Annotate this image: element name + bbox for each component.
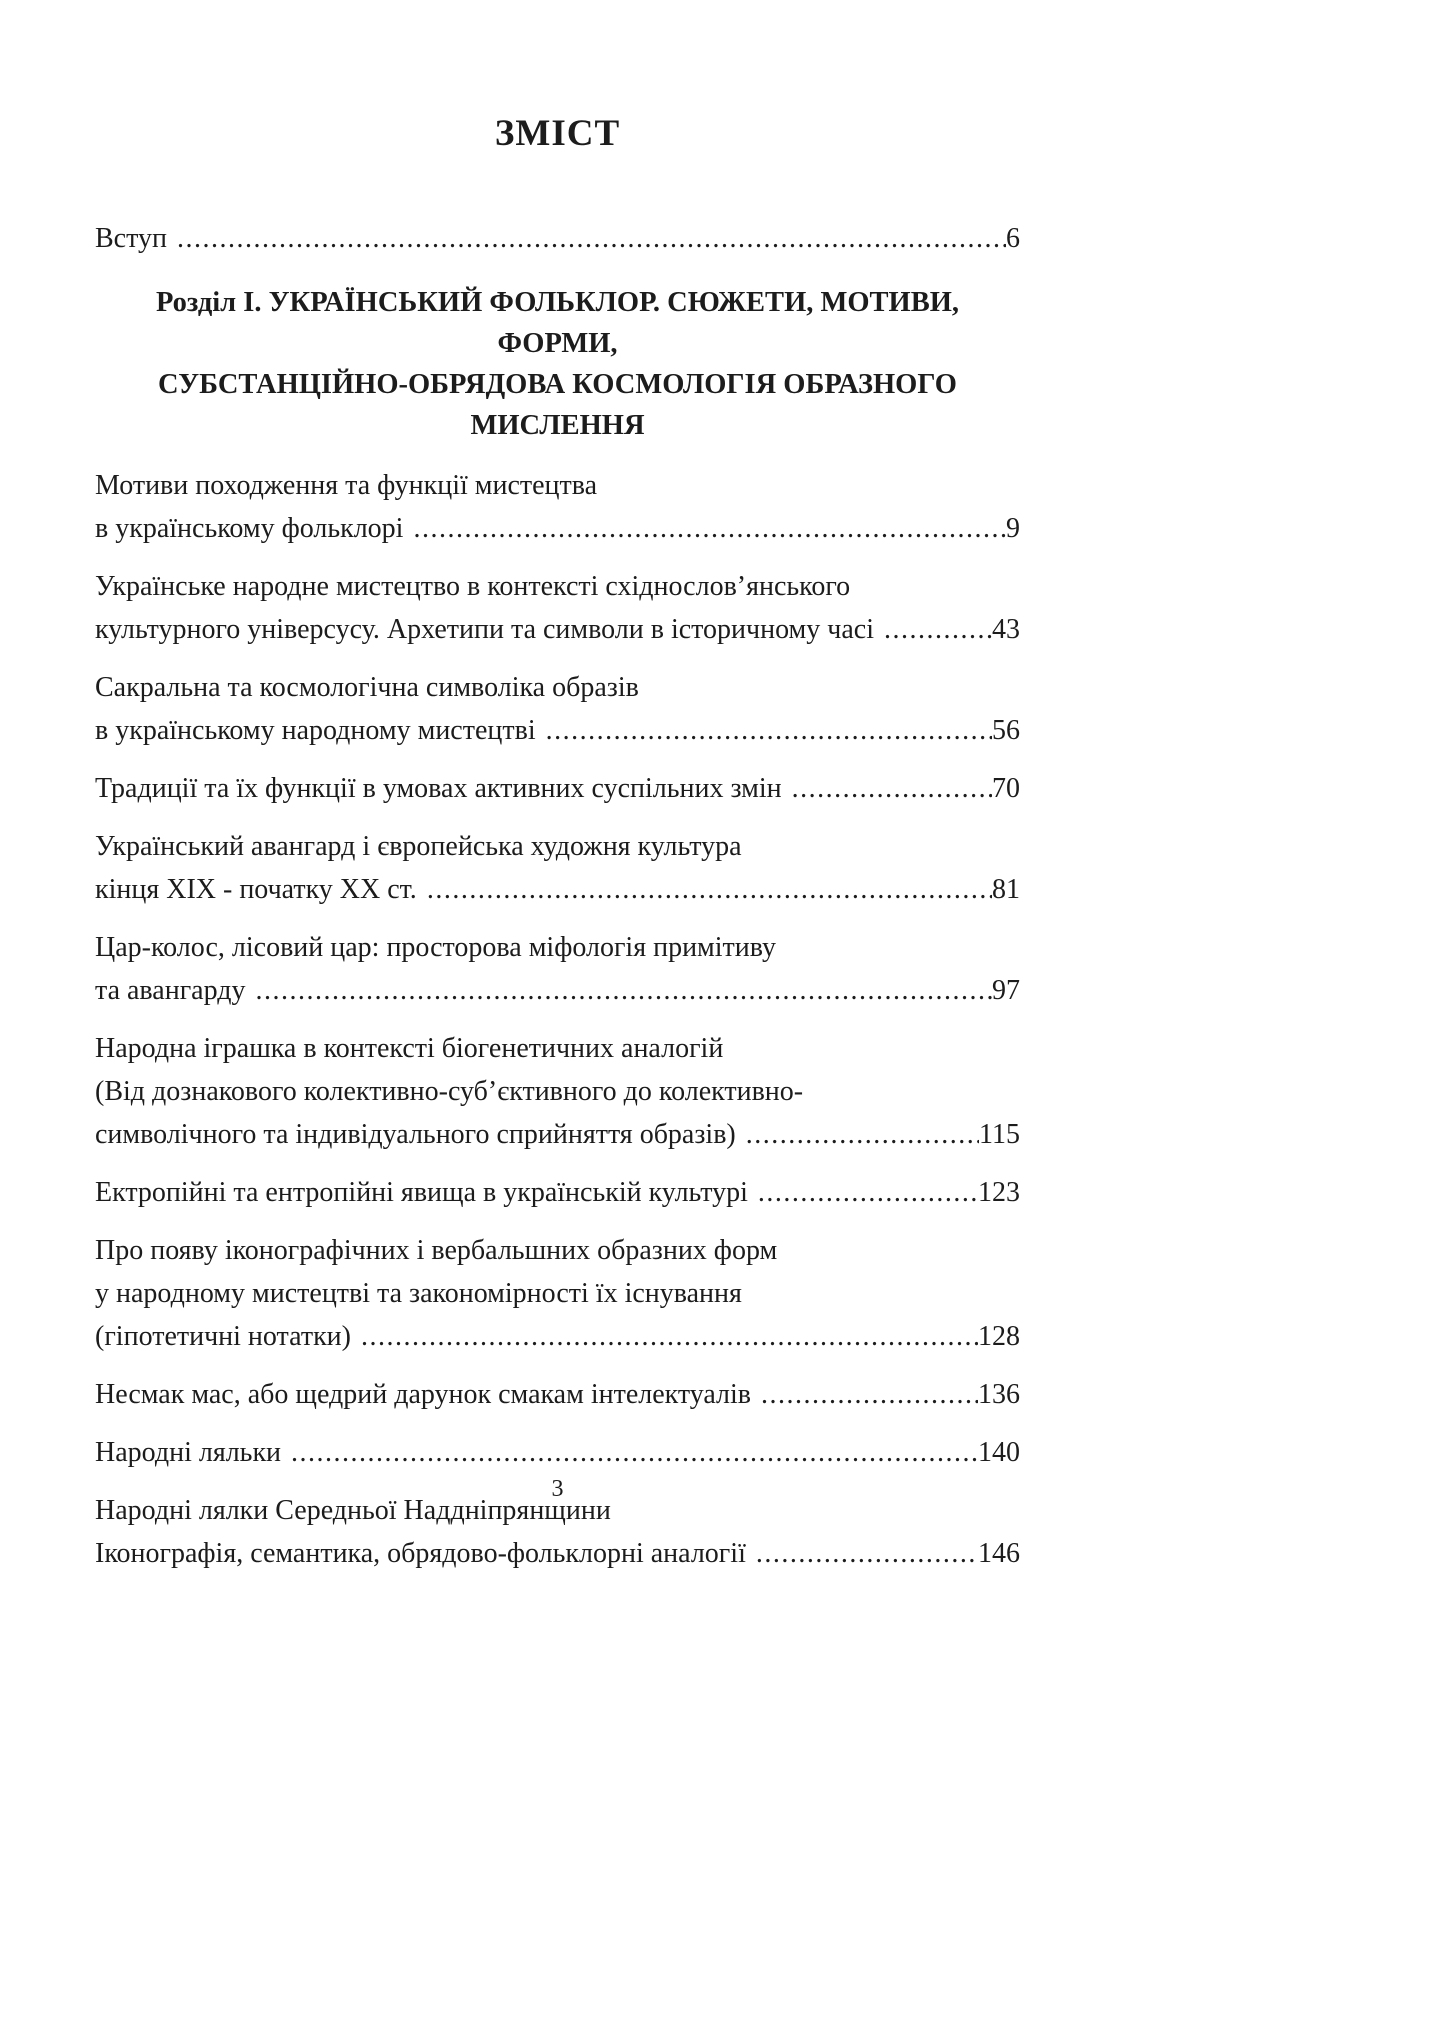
toc-entries <box>95 464 1020 1575</box>
toc-entry-line: (Від дознакового колективно-суб’єктивного до колективно- <box>95 1076 804 1107</box>
toc-entry-title: Несмак мас, або щедрий дарунок смакам інтелектуалів <box>95 1379 752 1410</box>
toc-entry <box>95 926 1020 1012</box>
toc-entry-line: Українське народне мистецтво в контексті східнослов’янського <box>95 571 851 602</box>
toc-entry-title: в українському народному мистецтві <box>95 715 536 746</box>
toc-entry-page: 115 <box>979 1119 1020 1150</box>
toc-entry-title: Вступ <box>95 223 167 254</box>
footer-page-number: 3 <box>551 1476 564 1502</box>
toc-entry-page: 123 <box>978 1177 1020 1208</box>
dot-leader <box>177 217 1006 260</box>
toc-entry-title: кінця XIX - початку XX ст. <box>95 874 417 905</box>
section-heading-line2: СУБСТАНЦІЙНО-ОБРЯДОВА КОСМОЛОГІЯ ОБРАЗНОГО МИСЛЕННЯ <box>158 369 957 441</box>
toc-entry-line: Народні лялки Середньої Наддніпрянщини <box>95 1495 611 1526</box>
dot-leader <box>546 709 992 752</box>
toc-entry-title: Іконографія, семантика, обрядово-фольклорні аналогії <box>95 1538 746 1569</box>
dot-leader <box>361 1315 978 1358</box>
toc-entry-title: (гіпотетичні нотатки) <box>95 1321 351 1352</box>
toc-entry <box>95 565 1020 651</box>
dot-leader <box>761 1373 978 1416</box>
toc-entry-line: Про появу іконографічних і вербальшних образних форм <box>95 1235 778 1266</box>
toc-entry <box>95 1171 1020 1214</box>
toc-entry-page: 9 <box>1006 513 1020 544</box>
toc-entry-row <box>95 1373 1020 1416</box>
dot-leader <box>756 1532 978 1575</box>
page-title: ЗМІСТ <box>494 113 621 154</box>
toc-entry-page: 6 <box>1006 223 1020 254</box>
toc-entry-title: та авангарду <box>95 975 246 1006</box>
toc-entry-line: у народному мистецтві та закономірності їх існування <box>95 1278 742 1309</box>
section-heading <box>95 282 1020 446</box>
toc-content <box>95 0 1020 1575</box>
toc-entry-page: 81 <box>992 874 1020 905</box>
toc-entry-line: Народна іграшка в контексті біогенетичних аналогій <box>95 1033 724 1064</box>
toc-entry <box>95 1027 1020 1156</box>
toc-entry-page: 97 <box>992 975 1020 1006</box>
toc-entry-page: 43 <box>992 614 1020 645</box>
dot-leader <box>256 969 993 1012</box>
dot-leader <box>413 507 1006 550</box>
toc-entry-page: 128 <box>978 1321 1020 1352</box>
toc-entry-row <box>95 608 1020 651</box>
toc-intro-entry <box>95 217 1020 260</box>
toc-entry <box>95 767 1020 810</box>
toc-entry-row <box>95 1113 1020 1156</box>
dot-leader <box>884 608 992 651</box>
toc-entry-line: Український авангард і європейська художня культура <box>95 831 742 862</box>
toc-entry-title: Ектропійні та ентропійні явища в українській культурі <box>95 1177 748 1208</box>
toc-entry-row <box>95 969 1020 1012</box>
toc-entry <box>95 666 1020 752</box>
dot-leader <box>291 1431 978 1474</box>
toc-entry <box>95 1373 1020 1416</box>
toc-entry-row <box>95 709 1020 752</box>
toc-entry-title: символічного та індивідуального сприйняття образів) <box>95 1119 736 1150</box>
toc-entry-title: Традиції та їх функції в умовах активних суспільних змін <box>95 773 782 804</box>
dot-leader <box>427 868 992 911</box>
dot-leader <box>758 1171 978 1214</box>
toc-entry-row <box>95 1171 1020 1214</box>
toc-entry <box>95 1229 1020 1358</box>
toc-entry-line: Сакральна та космологічна символіка образів <box>95 672 639 703</box>
toc-entry-row <box>95 1532 1020 1575</box>
toc-entry-page: 146 <box>978 1538 1020 1569</box>
dot-leader <box>746 1113 979 1156</box>
toc-entry-title: в українському фольклорі <box>95 513 404 544</box>
toc-entry-line: Цар-колос, лісовий цар: просторова міфологія примітиву <box>95 932 777 963</box>
toc-entry-title: культурного універсусу. Архетипи та символи в історичному часі <box>95 614 874 645</box>
toc-entry-page: 140 <box>978 1437 1020 1468</box>
toc-entry-row <box>95 217 1020 260</box>
toc-entry-row <box>95 868 1020 911</box>
toc-entry-row <box>95 767 1020 810</box>
toc-entry-page: 136 <box>978 1379 1020 1410</box>
toc-entry-row <box>95 1431 1020 1474</box>
toc-entry-page: 70 <box>992 773 1020 804</box>
toc-entry-row <box>95 1315 1020 1358</box>
toc-entry <box>95 464 1020 550</box>
section-heading-line1: Розділ І. УКРАЇНСЬКИЙ ФОЛЬКЛОР. СЮЖЕТИ, МОТИВИ, ФОРМИ, <box>155 287 960 359</box>
toc-entry-page: 56 <box>992 715 1020 746</box>
dot-leader <box>792 767 992 810</box>
toc-entry <box>95 1431 1020 1474</box>
toc-entry-row <box>95 507 1020 550</box>
toc-entry-title: Народні ляльки <box>95 1437 282 1468</box>
toc-entry <box>95 825 1020 911</box>
toc-entry-line: Мотиви походження та функції мистецтва <box>95 470 598 501</box>
